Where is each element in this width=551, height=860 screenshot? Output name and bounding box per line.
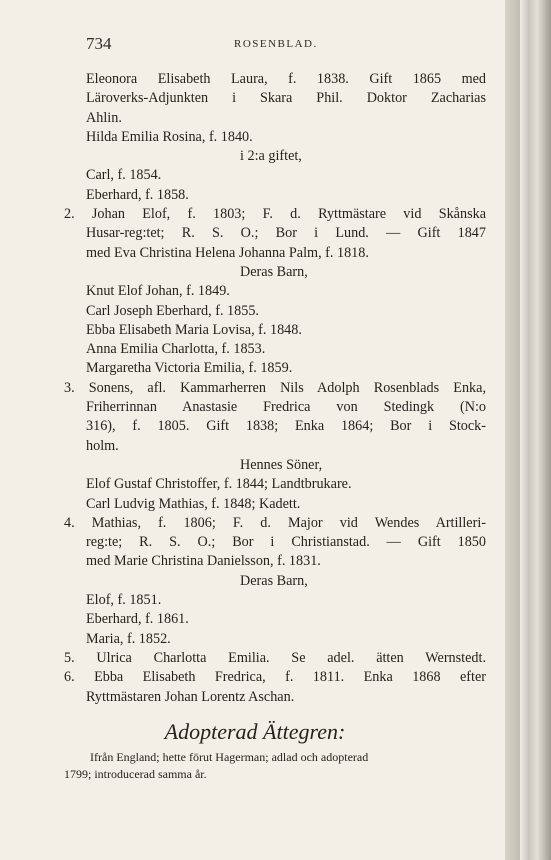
text-line: Ryttmästaren Johan Lorentz Aschan. bbox=[86, 688, 295, 705]
text-line: Friherrinnan Anastasie Fredrica von Stedingk (N:o bbox=[86, 399, 486, 416]
note-line: Ifrån England; hette förut Hagerman; adlad och adopterad bbox=[90, 749, 369, 764]
text-line: reg:te; R. S. O.; Bor i Christianstad. — Gift 1850 bbox=[86, 534, 486, 551]
text-line: Hilda Emilia Rosina, f. 1840. bbox=[86, 128, 253, 145]
text-line: Carl Ludvig Mathias, f. 1848; Kadett. bbox=[86, 495, 301, 512]
text-line: Läroverks-Adjunkten i Skara Phil. Doktor Zacharias bbox=[86, 90, 486, 107]
text-line: Elof, f. 1851. bbox=[86, 592, 162, 609]
text-line: Eleonora Elisabeth Laura, f. 1838. Gift 1865 med bbox=[86, 71, 486, 87]
text-line: 4. Mathias, f. 1806; F. d. Major vid Wendes Artilleri- bbox=[64, 514, 486, 531]
text-line: 6. Ebba Elisabeth Fredrica, f. 1811. Enka 1868 efter bbox=[64, 669, 486, 686]
genealogy-text bbox=[64, 70, 486, 783]
text-line: med Eva Christina Helena Johanna Palm, f. 1818. bbox=[86, 244, 369, 261]
text-line: 3. Sonens, afl. Kammarherren Nils Adolph Rosenblads Enka, bbox=[64, 379, 486, 396]
text-line: Margaretha Victoria Emilia, f. 1859. bbox=[86, 360, 293, 377]
text-line: Deras Barn, bbox=[240, 263, 308, 280]
section-heading: Adopterad Ättegren: bbox=[164, 718, 346, 744]
running-head bbox=[86, 34, 486, 54]
text-line: Carl, f. 1854. bbox=[86, 167, 162, 184]
text-line: Maria, f. 1852. bbox=[86, 630, 171, 647]
text-line: med Marie Christina Danielsson, f. 1831. bbox=[86, 553, 321, 570]
text-line: Eberhard, f. 1858. bbox=[86, 186, 189, 203]
book-spine bbox=[505, 0, 551, 860]
text-line: 2. Johan Elof, f. 1803; F. d. Ryttmästare vid Skånska bbox=[64, 206, 486, 223]
text-line: i 2:a giftet, bbox=[240, 148, 302, 165]
text-line: holm. bbox=[86, 437, 119, 454]
text-line: 316), f. 1805. Gift 1838; Enka 1864; Bor i Stock- bbox=[86, 418, 486, 435]
note-line: 1799; introducerad samma år. bbox=[64, 766, 207, 781]
text-line: Elof Gustaf Christoffer, f. 1844; Landtbrukare. bbox=[86, 476, 352, 493]
running-head-title: ROSENBLAD. bbox=[234, 38, 318, 50]
text-line: Ahlin. bbox=[86, 109, 122, 126]
page-number: 734 bbox=[86, 34, 112, 53]
text-line: Deras Barn, bbox=[240, 572, 308, 589]
page-edge bbox=[520, 0, 528, 860]
text-line: 5. Ulrica Charlotta Emilia. Se adel. ätten Wernstedt. bbox=[64, 649, 486, 666]
text-line: Carl Joseph Eberhard, f. 1855. bbox=[86, 302, 259, 319]
text-line: Eberhard, f. 1861. bbox=[86, 611, 189, 628]
text-line: Hennes Söner, bbox=[240, 456, 323, 473]
text-line: Husar-reg:tet; R. S. O.; Bor i Lund. — Gift 1847 bbox=[86, 225, 486, 242]
text-line: Knut Elof Johan, f. 1849. bbox=[86, 283, 230, 300]
text-line: Anna Emilia Charlotta, f. 1853. bbox=[86, 341, 266, 358]
text-line: Ebba Elisabeth Maria Lovisa, f. 1848. bbox=[86, 321, 302, 338]
